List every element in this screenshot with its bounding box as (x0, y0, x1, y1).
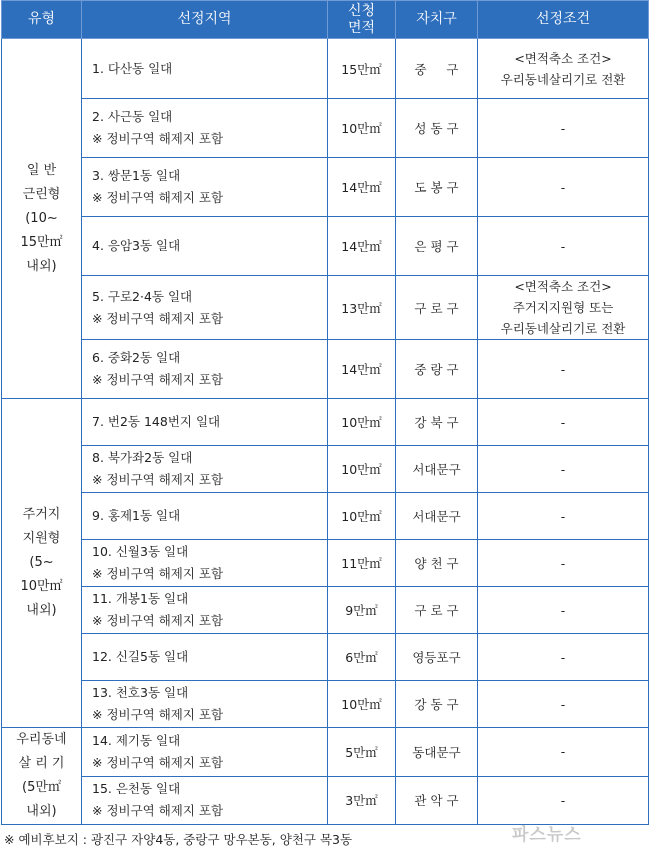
condition-cell (478, 158, 649, 217)
region-cell (82, 217, 328, 276)
region-note: ※ 정비구역 해제지 포함 (92, 372, 224, 387)
region-name: 3. 쌍문1동 일대 (92, 168, 181, 183)
type-cell (2, 728, 82, 825)
type-cell (2, 39, 82, 399)
district-cell: 서대문구 (396, 446, 478, 493)
region-name: 4. 응암3동 일대 (92, 238, 181, 253)
condition-cell (478, 587, 649, 634)
area-cell: 10만㎡ (328, 493, 396, 540)
region-cell (82, 728, 328, 777)
table-row (2, 276, 649, 340)
type-line: 지원형 (22, 531, 61, 546)
area-cell: 10만㎡ (328, 99, 396, 158)
condition-line: - (560, 555, 566, 571)
region-cell (82, 399, 328, 446)
region-name: 9. 홍제1동 일대 (92, 508, 181, 523)
condition-cell (478, 540, 649, 587)
district-cell: 구 로 구 (396, 276, 478, 340)
table-row (2, 587, 649, 634)
area-cell: 3만㎡ (328, 776, 396, 825)
region-name: 14. 제기동 일대 (92, 732, 181, 748)
region-name: 10. 신월3동 일대 (92, 544, 189, 559)
area-cell: 6만㎡ (328, 634, 396, 681)
condition-cell (478, 340, 649, 399)
region-cell (82, 587, 328, 634)
type-line: 내외) (26, 603, 57, 618)
region-cell (82, 540, 328, 587)
table-row (2, 540, 649, 587)
condition-cell (478, 99, 649, 158)
condition-line: - (560, 508, 566, 524)
condition-line: - (560, 649, 566, 665)
condition-line: - (560, 179, 566, 195)
condition-cell (478, 728, 649, 777)
area-cell: 14만㎡ (328, 340, 396, 399)
district-cell: 중 랑 구 (396, 340, 478, 399)
condition-line: - (560, 744, 566, 760)
district-cell: 서대문구 (396, 493, 478, 540)
type-line: (5~ (29, 555, 54, 570)
condition-line: - (560, 361, 566, 377)
type-line: 우리동네 (16, 732, 67, 747)
header-region: 선정지역 (82, 1, 328, 39)
area-cell: 13만㎡ (328, 276, 396, 340)
watermark-logo: 파스뉴스 (512, 825, 582, 845)
table-row (2, 681, 649, 728)
table-row (2, 728, 649, 777)
table-row (2, 776, 649, 825)
region-name: 5. 구로2·4동 일대 (92, 288, 193, 304)
type-line: 근린형 (22, 186, 61, 202)
area-cell: 11만㎡ (328, 540, 396, 587)
area-cell: 14만㎡ (328, 217, 396, 276)
district-cell: 관 악 구 (396, 776, 478, 825)
type-line: 내외) (26, 258, 57, 274)
type-line: 10만㎡ (20, 579, 63, 594)
region-cell (82, 634, 328, 681)
condition-cell (478, 276, 649, 340)
district-cell: 영등포구 (396, 634, 478, 681)
condition-line: - (560, 414, 566, 430)
region-note: ※ 정비구역 해제지 포함 (92, 190, 224, 205)
region-cell (82, 446, 328, 493)
area-cell: 5만㎡ (328, 728, 396, 777)
type-line: 내외) (26, 804, 57, 819)
header-district: 자치구 (396, 1, 478, 39)
region-cell (82, 158, 328, 217)
header-row (2, 1, 649, 39)
table-row (2, 446, 649, 493)
type-cell (2, 399, 82, 728)
region-cell (82, 776, 328, 825)
region-name: 6. 중화2동 일대 (92, 350, 181, 365)
condition-cell (478, 776, 649, 825)
region-cell (82, 493, 328, 540)
region-name: 13. 천호3동 일대 (92, 685, 189, 700)
selection-table (1, 0, 649, 825)
region-note: ※ 정비구역 해제지 포함 (92, 754, 224, 770)
region-cell (82, 340, 328, 399)
region-note: ※ 정비구역 해제지 포함 (92, 310, 224, 326)
area-cell: 15만㎡ (328, 39, 396, 99)
district-cell: 성 동 구 (396, 99, 478, 158)
area-cell: 10만㎡ (328, 399, 396, 446)
condition-line: <면적축소 조건> (514, 50, 612, 66)
table-row (2, 493, 649, 540)
area-cell: 14만㎡ (328, 158, 396, 217)
region-cell (82, 276, 328, 340)
table-row (2, 217, 649, 276)
condition-line: - (560, 696, 566, 712)
type-line: 15만㎡ (20, 234, 63, 250)
table-row (2, 158, 649, 217)
condition-line: 우리동네살리기로 전환 (500, 71, 626, 87)
district-cell: 중 구 (396, 39, 478, 99)
type-line: (5만㎡ (22, 780, 61, 795)
region-note: ※ 정비구역 해제지 포함 (92, 131, 224, 146)
region-note: ※ 정비구역 해제지 포함 (92, 566, 224, 581)
type-line: 살 리 기 (18, 756, 65, 771)
header-area (328, 1, 396, 39)
region-name: 15. 은천동 일대 (92, 781, 181, 797)
condition-cell (478, 446, 649, 493)
condition-line: 주거지지원형 또는 (512, 300, 614, 315)
header-condition: 선정조건 (478, 1, 649, 39)
type-line: 일 반 (26, 162, 57, 178)
region-cell (82, 99, 328, 158)
condition-cell (478, 399, 649, 446)
district-cell: 강 동 구 (396, 681, 478, 728)
header-area-line2: 면적 (347, 19, 376, 36)
condition-line: - (560, 120, 566, 136)
region-name: 7. 번2동 148번지 일대 (92, 414, 221, 429)
condition-line: - (560, 238, 566, 254)
table-row (2, 399, 649, 446)
condition-line: 우리동네살리기로 전환 (500, 321, 626, 336)
condition-line: <면적축소 조건> (514, 279, 612, 294)
condition-cell (478, 681, 649, 728)
footer-note: ※ 예비후보지 : 광진구 자양4동, 중랑구 망우본동, 양천구 목3동 (4, 832, 353, 847)
region-name: 8. 북가좌2동 일대 (92, 450, 193, 465)
region-name: 11. 개봉1동 일대 (92, 591, 189, 606)
type-line: 주거지 (22, 507, 61, 522)
table-row (2, 340, 649, 399)
header-type: 유형 (2, 1, 82, 39)
district-cell: 은 평 구 (396, 217, 478, 276)
region-name: 12. 신길5동 일대 (92, 649, 189, 664)
region-note: ※ 정비구역 해제지 포함 (92, 472, 224, 487)
district-cell: 동대문구 (396, 728, 478, 777)
region-cell (82, 681, 328, 728)
header-area-line1: 신청 (347, 2, 376, 19)
area-cell: 10만㎡ (328, 681, 396, 728)
region-cell (82, 39, 328, 99)
region-name: 2. 사근동 일대 (92, 109, 173, 124)
region-note: ※ 정비구역 해제지 포함 (92, 707, 224, 722)
type-line: (10~ (25, 210, 58, 226)
condition-cell (478, 217, 649, 276)
district-cell: 도 봉 구 (396, 158, 478, 217)
condition-line: - (560, 461, 566, 477)
district-cell: 구 로 구 (396, 587, 478, 634)
condition-line: - (560, 602, 566, 618)
table-row (2, 634, 649, 681)
condition-cell (478, 493, 649, 540)
region-name: 1. 다산동 일대 (92, 60, 173, 76)
condition-cell (478, 39, 649, 99)
condition-line: - (560, 792, 566, 808)
area-cell: 9만㎡ (328, 587, 396, 634)
condition-cell (478, 634, 649, 681)
table-row (2, 99, 649, 158)
table-row (2, 39, 649, 99)
district-cell: 강 북 구 (396, 399, 478, 446)
region-note: ※ 정비구역 해제지 포함 (92, 803, 224, 819)
area-cell: 10만㎡ (328, 446, 396, 493)
district-cell: 양 천 구 (396, 540, 478, 587)
region-note: ※ 정비구역 해제지 포함 (92, 613, 224, 628)
